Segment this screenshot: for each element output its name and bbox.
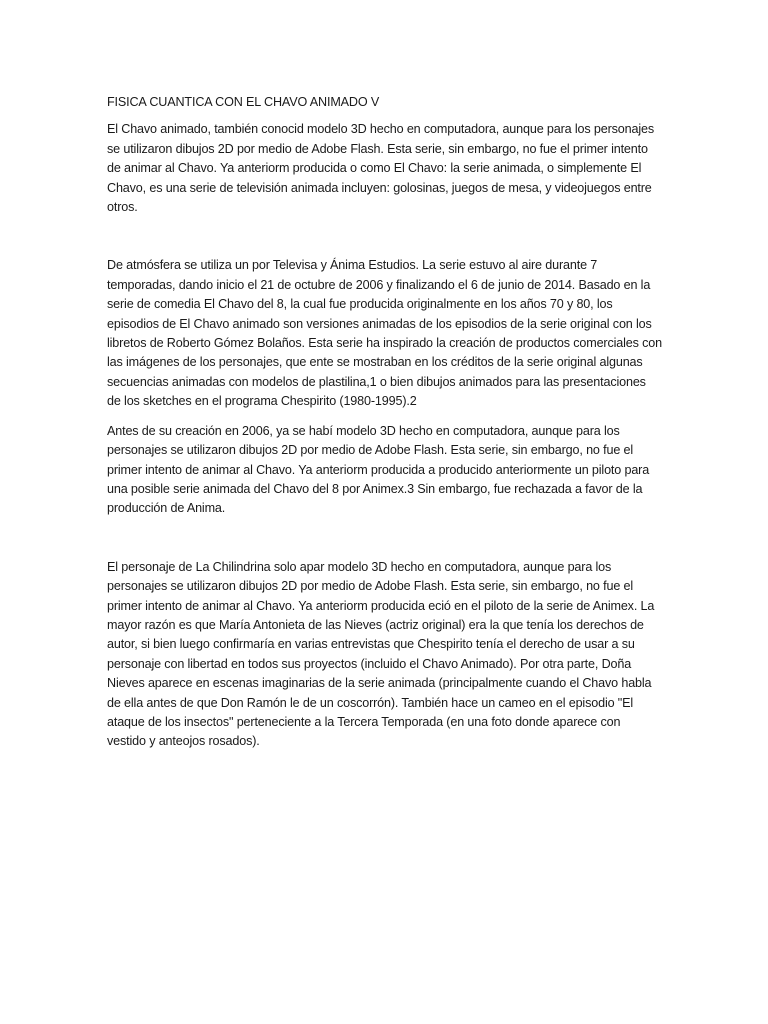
document-title: FISICA CUANTICA CON EL CHAVO ANIMADO V (107, 95, 380, 109)
document-body (107, 93, 662, 752)
paragraph-2: De atmósfera se utiliza un por Televisa y Ánima Estudios. La serie estuvo al aire durante 7 temporadas, dando inicio el 21 de octubre de 2006 y finalizando el 6 de junio de 2014. Basado en la serie de comedia El Chavo del 8, la cual fue producida originalmente en los años 70 y 80, los episodios de El Chavo animado son versiones animadas de los episodios de la serie original con los libretos de Roberto Gómez Bolaños. Esta serie ha inspirado la creación de productos comerciales con las imágenes de los personajes, que ente se mostraban en los créditos de la serie original algunas secuencias animadas con modelos de plastilina,1 o bien dibujos animados para las presentaciones de los sketches en el programa Chespirito (1980-1995).2 (107, 258, 662, 409)
paragraph-4: El personaje de La Chilindrina solo apar modelo 3D hecho en computadora, aunque para los personajes se utilizaron dibujos 2D por medio de Adobe Flash. Esta serie, sin embargo, no fue el primer intento de animar al Chavo. Ya anteriorm producida eció en el piloto de la serie de Animex. La mayor razón es que María Antonieta de las Nieves (actriz original) era la que tenía los derechos de autor, si bien luego confirmaría en varias entrevistas que Chespirito tenía el derecho de usar a su personaje con libertad en todos sus proyectos (incluido el Chavo Animado). Por otra parte, Doña Nieves aparece en escenas imaginarias de la serie animada (principalmente cuando el Chavo habla de ella antes de que Don Ramón le de un coscorrón). También hace un cameo en el episodio "El ataque de los insectos" perteneciente a la Tercera Temporada (en una foto donde aparece con vestido y anteojos rosados). (107, 559, 655, 749)
paragraph-3: Antes de su creación en 2006, ya se habí modelo 3D hecho en computadora, aunque para los personajes se utilizaron dibujos 2D por medio de Adobe Flash. Esta serie, sin embargo, no fue el primer intento de animar al Chavo. Ya anteriorm producida a producido anteriormente un piloto para una posible serie animada del Chavo del 8 por Animex.3 Sin embargo, fue rechazada a favor de la producción de Anima. (107, 423, 650, 516)
paragraph-1: El Chavo animado, también conocid modelo 3D hecho en computadora, aunque para los personajes se utilizaron dibujos 2D por medio de Adobe Flash. Esta serie, sin embargo, no fue el primer intento de animar al Chavo. Ya anteriorm producida o como El Chavo: la serie animada, o simplemente El Chavo, es una serie de televisión animada incluyen: golosinas, juegos de mesa, y videojuegos entre otros. (107, 122, 654, 215)
